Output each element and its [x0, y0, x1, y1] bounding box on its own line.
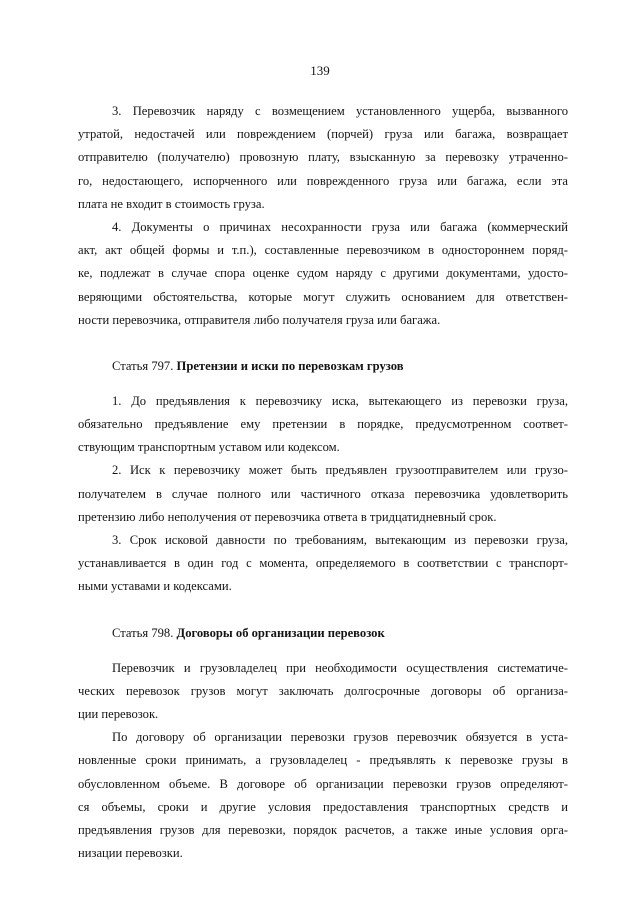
text-line: 4. Документы о причинах несохранности груза или багажа (коммерческий: [112, 219, 568, 234]
text-line: утратой, недостачей или повреждением (порчей) груза или багажа, возвращает: [78, 127, 568, 142]
text-line: 1. До предъявления к перевозчику иска, вытекающего из перевозки груза,: [112, 393, 568, 408]
article-title: Претензии и иски по перевозкам грузов: [176, 358, 404, 373]
text-line: ке, подлежат в случае спора оценке судом наряду с другими документами, удосто-: [78, 266, 568, 281]
text-line: обязательно предъявление ему претензии в порядке, предусмотренном соответ-: [78, 417, 568, 432]
text-line: 3. Срок исковой давности по требованиям, вытекающим из перевозки груза,: [112, 533, 568, 547]
text-line: 2. Иск к перевозчику может быть предъявлен грузоотправителем или грузо-: [112, 463, 568, 478]
paragraph-4-documents: [78, 216, 568, 332]
text-line: веряющими обстоятельства, которые могут служить основанием для ответствен-: [78, 289, 568, 304]
text-line: обусловленном объеме. В договоре об организации перевозки грузов определяют-: [78, 776, 568, 791]
page-number: 139: [310, 63, 330, 78]
text-line: устанавливается в один год с момента, определяемого в соответствии с транспорт-: [78, 556, 568, 571]
text-line: получателем в случае полного или частичного отказа перевозчика удовлетворить: [78, 486, 568, 501]
text-line: го, недостающего, испорченного или поврежденного груза или багажа, если эта: [78, 173, 568, 188]
text-line: ся объемы, сроки и другие условия предоставления транспортных средств и: [78, 799, 568, 814]
paragraph-797-2: [78, 459, 568, 529]
article-label: Статья 797.: [112, 358, 174, 373]
article-label: Статья 798.: [112, 625, 174, 640]
text-line: 3. Перевозчик наряду с возмещением установленного ущерба, вызванного: [112, 104, 568, 118]
text-line: ности перевозчика, отправителя либо получателя груза или багажа.: [78, 312, 441, 327]
text-line: По договору об организации перевозки грузов перевозчик обязуется в уста-: [112, 730, 568, 745]
text-line: ствующим транспортным уставом или кодексом.: [78, 440, 340, 455]
paragraph-798-1: [78, 657, 568, 727]
article-title: Договоры об организации перевозок: [176, 625, 385, 640]
paragraph-797-1: [78, 390, 568, 460]
text-line: новленные сроки принимать, а грузовладелец - предъявлять к перевозке грузы в: [78, 753, 568, 768]
text-line: ными уставами и кодексами.: [78, 579, 232, 594]
paragraph-798-2: [78, 726, 568, 865]
text-line: Перевозчик и грузовладелец при необходимости осуществления систематиче-: [112, 660, 568, 675]
text-line: претензию либо неполучения от перевозчика ответа в тридцатидневный срок.: [78, 509, 497, 524]
text-line: ции перевозок.: [78, 706, 159, 721]
paragraph-3-refund: [78, 100, 568, 216]
paragraph-797-3: [78, 529, 568, 599]
text-line: акт, акт общей формы и т.п.), составленные перевозчиком в одностороннем поряд-: [78, 243, 568, 258]
article-798-heading: [78, 622, 568, 645]
page-content: [78, 100, 568, 865]
article-797-heading: [78, 355, 568, 378]
text-line: низации перевозки.: [78, 846, 183, 861]
text-line: отправителю (получателю) провозную плату, взысканную за перевозку утраченно-: [78, 150, 568, 165]
text-line: предъявления грузов для перевозки, порядок расчетов, а также иные условия орга-: [78, 822, 568, 837]
text-line: ческих перевозок грузов могут заключать долгосрочные договоры об организа-: [78, 683, 568, 698]
text-line: плата не входит в стоимость груза.: [78, 196, 265, 211]
